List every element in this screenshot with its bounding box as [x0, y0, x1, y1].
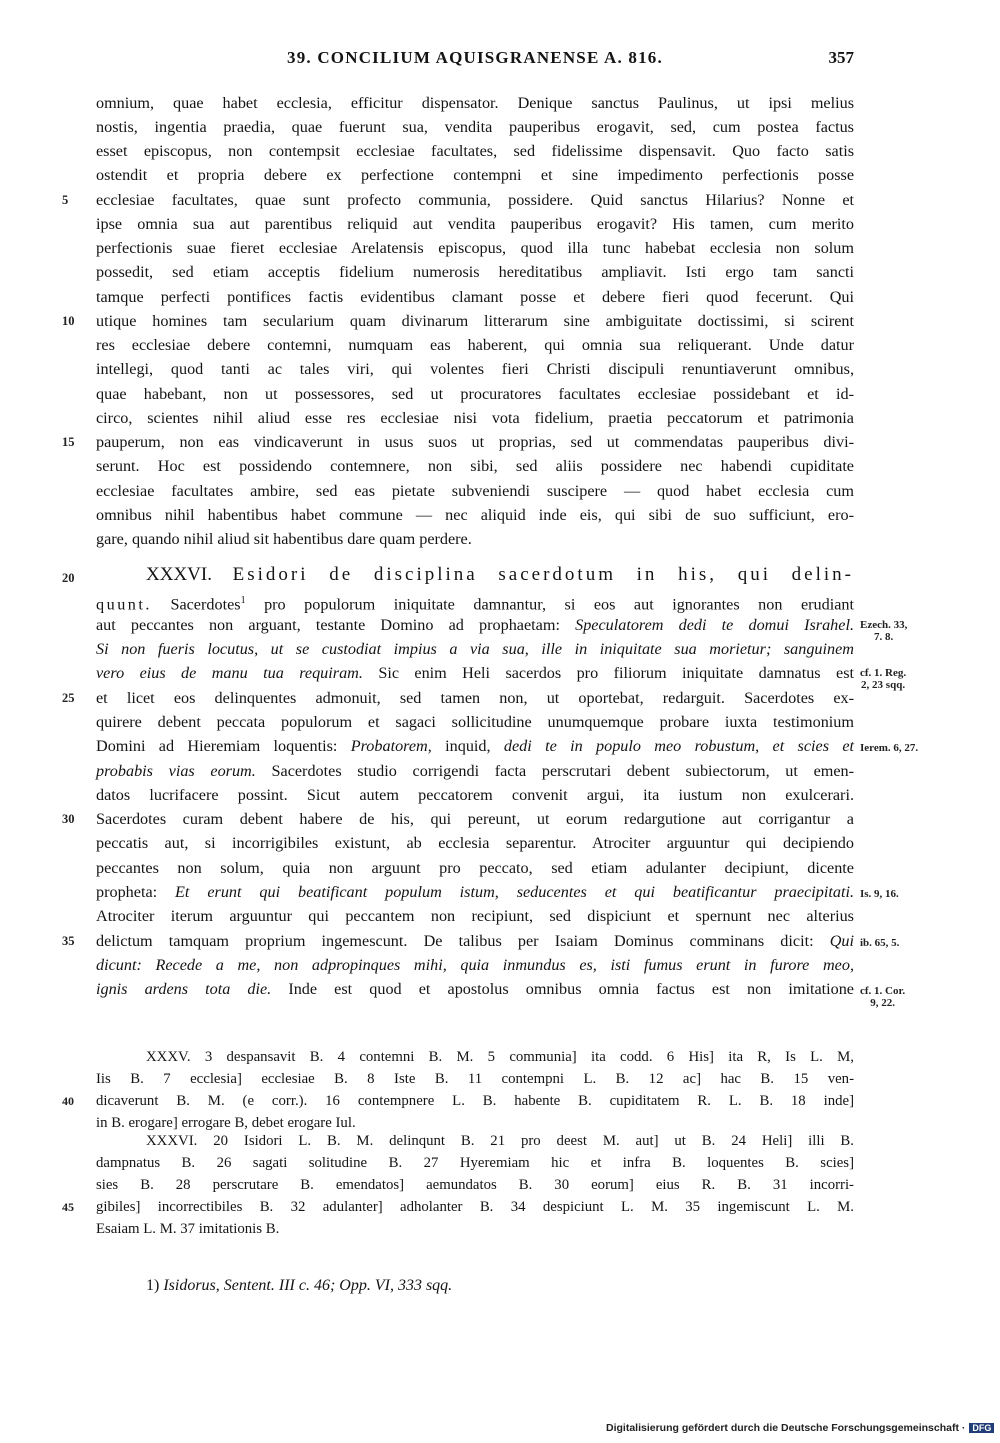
dfg-logo: DFG [969, 1423, 994, 1433]
text-line: pauperum, non eas vindicaverunt in usus suos ut proprias, sed ut commendatas pauperibus divi- [96, 433, 854, 451]
text-line: omnium, quae habet ecclesia, efficitur dispensator. Denique sanctus Paulinus, ut ipsi melius [96, 94, 854, 112]
quotation: ignis ardens tota die. [96, 980, 272, 998]
line-number: 35 [62, 934, 75, 948]
line-number: 25 [62, 691, 75, 705]
page-number: 357 [828, 48, 854, 67]
text-line [96, 880, 854, 904]
page-title: 39. CONCILIUM AQUISGRANENSE A. 816. [287, 48, 663, 67]
text-span: propheta: [96, 883, 158, 901]
text-line [96, 613, 854, 637]
apparatus-line: dampnatus B. 26 sagati solitudine B. 27 Hyeremiam hic et infra B. loquentes B. scies] [96, 1155, 854, 1171]
text-line: ostendit et propria debere ex perfectione contempni et sine impedimento perfectionis posse [96, 166, 854, 184]
quotation: dedi te in populo meo robustum, et scies et [503, 737, 855, 755]
quotation: Speculatorem dedi te domui Israhel. [575, 616, 854, 634]
text-line: tamque perfecti pontifices factis evidentibus clamant posse et debere fieri quod fecerunt. Qui [96, 288, 854, 306]
line-number: 10 [62, 314, 75, 328]
text-span: delictum tamquam proprium ingemescunt. De talibus per Isaiam Dominus comminans dicit: [96, 932, 814, 950]
quotation: Qui [829, 932, 854, 950]
quotation: probabis vias eorum. [96, 762, 256, 780]
margin-ref-text: cf. 1. Cor. [860, 985, 906, 997]
text-line: nostis, ingentia praedia, quae fuerunt sua, vendita pauperibus erogavit, sed, cum postea factus [96, 118, 854, 136]
quotation: Et erunt qui beatificant populum istum, seducentes et qui beatificantur praecipitati. [175, 883, 854, 901]
text-span: aut peccantes non arguant, testante Domino ad prophaetam: [96, 616, 560, 634]
line-number: 5 [62, 193, 69, 207]
apparatus-line: sies B. 28 perscrutare B. emendatos] aemundatos B. 30 eorum] eius R. B. 31 incorri- [96, 1177, 854, 1193]
text-line: Sacerdotes curam debent habere de his, qui pereunt, ut eorum redargutione aut corrigantur a [96, 810, 854, 828]
text-span: Sacerdotes studio corrigendi facta perscrutari debent subiectorum, ut emen- [271, 762, 855, 780]
text-line: et licet eos delinquentes admonuit, sed tamen non, ut oportebat, redarguit. Sacerdotes ex- [96, 689, 854, 707]
chapter-title-cont: quunt. [96, 595, 152, 614]
margin-ref-text: Ezech. 33, [860, 619, 908, 631]
text-line: res ecclesiae debere contemni, numquam eas haberent, qui omnia sua reliquerant. Unde datur [96, 336, 854, 354]
quotation: vero eius de manu tua requiram. [96, 664, 363, 682]
text-span: Inde est quod et apostolus omnibus omnia factus est non imitatione [288, 980, 854, 998]
quotation: dicunt: Recede a me, non adpropinques mihi, quia inmundus es, isti fumus erunt in furore meo, [96, 956, 854, 974]
text-line [96, 977, 854, 1001]
line-number: 40 [62, 1094, 74, 1108]
text-line: utique homines tam secularium quam divinarum litterarum sine ambiguitate doctissimi, si scirent [96, 312, 854, 330]
text-line [96, 661, 854, 685]
text-line: quirere debent peccata populorum et sagaci sollicitudine unumquemque probare iuxta testimonium [96, 713, 854, 731]
margin-reference: ib. 65, 5. [860, 937, 900, 949]
line-number: 45 [62, 1200, 74, 1214]
text-line: peccantes non solum, quia non arguunt pro peccato, sed etiam adulanter decipiunt, dicente [96, 859, 854, 877]
apparatus-line: in B. erogare] errogare B, debet erogare Iul. [96, 1115, 356, 1131]
footnote-ref: 1 [240, 595, 246, 606]
margin-ref-text: 9, 22. [870, 997, 895, 1009]
text-span: inquid, [445, 737, 491, 755]
footnote [146, 1274, 452, 1298]
text-line [96, 637, 854, 661]
apparatus-line: gibiles] incorrectibiles B. 32 adulanter] adholanter B. 34 despiciunt L. M. 35 ingemiscunt L. M. [96, 1199, 854, 1215]
digitization-credit [606, 1422, 994, 1434]
text-line: esset episcopus, non contempsit ecclesiae facultates, sed fidelissime dispensavit. Quo facto satis [96, 142, 854, 160]
text-line: quae habebant, non ut possessores, sed ut procuratores facultates ecclesiae possidebant et id- [96, 385, 854, 403]
text-line: possedit, sed etiam acceptis fidelium numerosis hereditatibus ampliavit. Isti ergo tam sancti [96, 263, 854, 281]
margin-ref-text: 7. 8. [874, 631, 894, 643]
footnote-number: 1) [146, 1277, 160, 1294]
apparatus-line: Iis B. 7 ecclesia] ecclesiae B. 8 Iste B. 11 contempni L. B. 12 ac] hac B. 15 ven- [96, 1071, 854, 1087]
credit-text: Digitalisierung gefördert durch die Deutsche Forschungsgemeinschaft · [606, 1422, 966, 1434]
footnote-text: Isidorus, Sentent. III c. 46; Opp. VI, 333 sqq. [163, 1277, 453, 1294]
text-line: Atrociter iterum arguuntur qui peccantem non recipiunt, sed dispiciunt et spernunt nec alterius [96, 907, 854, 925]
text-line: ipse omnia sua aut parentibus reliquid aut vendita pauperibus erogavit? His tamen, cum merito [96, 215, 854, 233]
margin-ref-text: 2, 23 sqq. [861, 679, 906, 691]
text-line [96, 929, 854, 953]
apparatus-line: XXXV. 3 despansavit B. 4 contemni B. M. 5 communia] ita codd. 6 His] ita R, Is L. M, [146, 1049, 854, 1065]
chapter-title: Esidori de disciplina sacerdotum in his, qui delin- [232, 564, 854, 585]
quotation: Si non fueris locutus, ut se custodiat impius a via sua, ille in iniquitate sua morietur; sanguinem [96, 640, 854, 658]
text-line [96, 953, 854, 977]
margin-reference [860, 985, 905, 1009]
text-line: perfectionis suae fieret ecclesiae Arelatensis episcopus, quod illa tunc habebat ecclesia non solum [96, 239, 854, 257]
text-line: intellegi, quod tanti ac tales viri, qui volentes fieri Christi discipuli renuntiaverunt omnibus, [96, 360, 854, 378]
margin-reference [860, 619, 907, 643]
text-span: Domini ad Hieremiam loquentis: [96, 737, 338, 755]
line-number: 30 [62, 812, 75, 826]
text-line [96, 759, 854, 783]
line-number: 20 [62, 571, 75, 585]
text-line: gare, quando nihil aliud sit habentibus dare quam perdere. [96, 530, 472, 548]
text-line: circo, scientes nihil aliud esse res ecclesiae nisi vota fidelium, praetia peccatorum et patrimonia [96, 409, 854, 427]
quotation: Probatorem, [350, 737, 432, 755]
margin-reference: Ierem. 6, 27. [860, 742, 919, 754]
text-span: pro populorum iniquitate damnantur, si eos aut ignorantes non erudiant [264, 595, 854, 614]
apparatus-line: dicaverunt B. M. (e corr.). 16 contempnere L. B. habente B. cupiditatem R. L. B. 18 inde] [96, 1093, 854, 1109]
text-line: serunt. Hoc est possidendo contemnere, non sibi, sed aliis possidere nec habendi cupiditate [96, 457, 854, 475]
text-line: ecclesiae facultates ambire, sed eas pietate subveniendi suscipere — quod habet ecclesia cum [96, 482, 854, 500]
chapter-number: XXXVI. [146, 564, 212, 585]
running-header [96, 48, 854, 72]
text-line [96, 734, 854, 758]
margin-reference: Is. 9, 16. [860, 888, 899, 900]
text-line: peccatis aut, si incorrigibiles existunt, ab ecclesia separentur. Atrociter arguuntur qui decipiendo [96, 834, 854, 852]
text-span: Sacerdotes [170, 595, 241, 614]
text-line: datos lucrifacere possint. Sicut autem peccatorem convenit argui, ita iustum non exulcerari. [96, 786, 854, 804]
apparatus-line: XXXVI. 20 Isidori L. B. M. delinqunt B. 21 pro deest M. aut] ut B. 24 Heli] illi B. [146, 1133, 854, 1149]
text-line: omnibus nihil habentibus habet commune — nec aliquid inde eis, qui sibi de suo sufficiunt, ero- [96, 506, 854, 524]
margin-ref-text: cf. 1. Reg. [860, 667, 907, 679]
chapter-heading [146, 563, 854, 587]
apparatus-line: Esaiam L. M. 37 imitationis B. [96, 1221, 280, 1237]
text-span: Sic enim Heli sacerdos pro filiorum iniquitate damnatus est [378, 664, 854, 682]
margin-reference [860, 667, 906, 691]
text-line: ecclesiae facultates, quae sunt profecto communia, possidere. Quid sanctus Hilarius? Nonne et [96, 191, 854, 209]
line-number: 15 [62, 435, 75, 449]
